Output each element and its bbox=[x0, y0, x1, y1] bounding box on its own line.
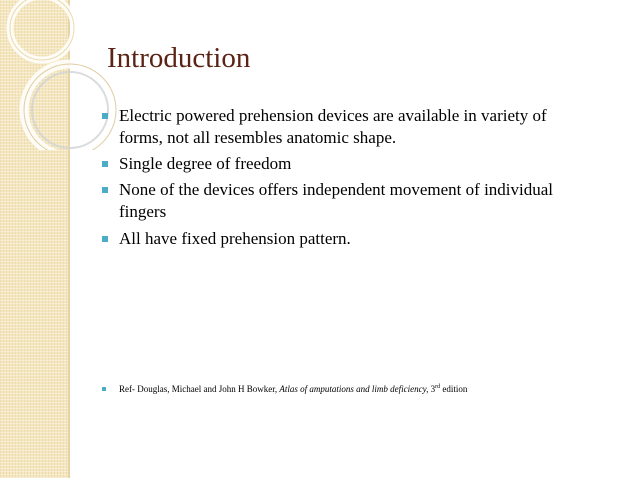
bullet-marker-icon bbox=[102, 113, 108, 119]
bullet-text: None of the devices offers independent movement of individual fingers bbox=[119, 180, 554, 221]
reference-prefix: Ref- Douglas, Michael and John H Bowker, bbox=[119, 384, 280, 394]
slide-title: Introduction bbox=[107, 42, 251, 74]
reference-edition-word: edition bbox=[440, 384, 468, 394]
reference-text bbox=[119, 383, 467, 395]
reference-book-title: Atlas of amputations and limb deficiency, bbox=[279, 384, 429, 394]
reference-edition-suffix: rd bbox=[435, 384, 441, 390]
decorative-rings-icon bbox=[0, 0, 120, 150]
bullet-text: Single degree of freedom bbox=[119, 154, 292, 173]
reference-edition-number: 3 bbox=[428, 384, 436, 394]
bullet-marker-icon bbox=[102, 387, 106, 391]
bullet-text: All have fixed prehension pattern. bbox=[119, 229, 351, 248]
bullet-marker-icon bbox=[102, 187, 108, 193]
bullet-marker-icon bbox=[102, 236, 108, 242]
bullet-text: Electric powered prehension devices are available in variety of forms, not all resembles anatomic shape. bbox=[119, 106, 547, 147]
bullet-marker-icon bbox=[102, 161, 108, 167]
